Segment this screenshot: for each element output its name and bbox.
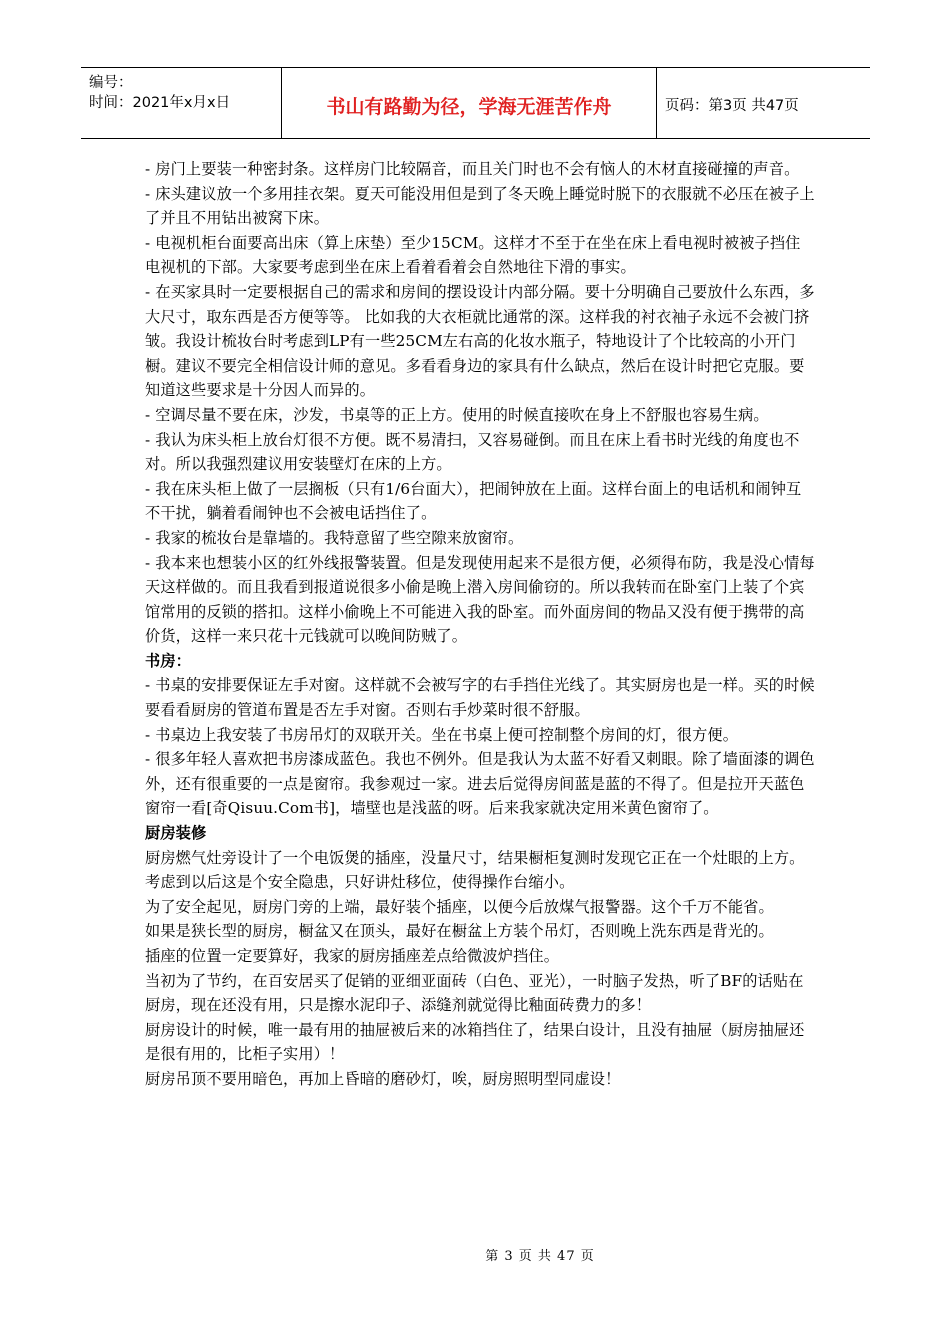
header-table [81,67,870,139]
paragraph: - 很多年轻人喜欢把书房漆成蓝色。我也不例外。但是我认为太蓝不好看又刺眼。除了墙面漆的调色外，还有很重要的一点是窗帘。我参观过一家。进去后觉得房间蓝是蓝的不得了。但是拉开天蓝色窗帘一看[奇Qisuu.Com书]，墙壁也是浅蓝的呀。后来我家就决定用米黄色窗帘了。 [145,750,815,818]
paragraph: 为了安全起见，厨房门旁的上端，最好装个插座，以便今后放煤气报警器。这个千万不能省。 [145,897,774,916]
paragraph: - 我认为床头柜上放台灯很不方便。既不易清扫，又容易碰倒。而且在床上看书时光线的角度也不对。所以我强烈建议用安装壁灯在床的上方。 [145,430,800,474]
date-label: 时间：2021年x月x日 [89,95,231,111]
paragraph: - 在买家具时一定要根据自己的需求和房间的摆设设计内部分隔。要十分明确自己要放什么东西，多大尺寸，取东西是否方便等等。 比如我的大衣柜就比通常的深。这样我的衬衣袖子永远不会被门挤皱。我设计梳妆台时考虑到LP有一些25CM左右高的化妆水瓶子，特地设计了个比较高的小开门橱。建议不要完全相信设计师的意见。多看看身边的家具有什么缺点，然后在设计时把它克服。要知道这些要求是十分因人而异的。 [145,282,815,400]
study-section [145,673,815,821]
study-heading: 书房： [145,651,192,670]
paragraph: - 床头建议放一个多用挂衣架。夏天可能没用但是到了冬天晚上睡觉时脱下的衣服就不必压在被子上了并且不用钻出被窝下床。 [145,184,815,228]
kitchen-section [145,846,815,1092]
code-label: 编号： [89,75,133,91]
paragraph: 厨房设计的时候，唯一最有用的抽屉被后来的冰箱挡住了，结果白设计，且没有抽屉（厨房抽屉还是很有用的，比柜子实用）！ [145,1020,805,1064]
paragraph: - 书桌的安排要保证左手对窗。这样就不会被写字的右手挡住光线了。其实厨房也是一样。买的时候要看看厨房的管道布置是否左手对窗。否则右手炒菜时很不舒服。 [145,676,815,720]
paragraph: 厨房吊顶不要用暗色，再加上昏暗的磨砂灯，唉，厨房照明型同虚设！ [145,1069,621,1088]
paragraph: - 我家的梳妆台是靠墙的。我特意留了些空隙来放窗帘。 [145,528,524,547]
paragraph: 插座的位置一定要算好，我家的厨房插座差点给微波炉挡住。 [145,947,560,965]
page-info-cell [657,68,870,138]
document-body [145,157,815,1092]
page-footer [0,1245,950,1264]
page-info-text: 页码：第3页 共47页 [665,97,799,114]
paragraph: 厨房燃气灶旁设计了一个电饭煲的插座，没量尺寸，结果橱柜复测时发现它正在一个灶眼的上方。考虑到以后这是个安全隐患，只好讲灶移位，使得操作台缩小。 [145,848,805,892]
paragraph: - 我本来也想装小区的红外线报警装置。但是发现使用起来不是很方便，必须得布防，我是没心情每天这样做的。而且我看到报道说很多小偷是晚上潜入房间偷窃的。所以我转而在卧室门上装了个宾馆常用的反锁的搭扣。这样小偷晚上不可能进入我的卧室。而外面房间的物品又没有便于携带的高价货，这样一来只花十元钱就可以晚间防贼了。 [145,553,815,646]
kitchen-heading: 厨房装修 [145,824,207,843]
paragraph: - 我在床头柜上做了一层搁板（只有1/6台面大），把闹钟放在上面。这样台面上的电话机和闹钟互不干扰，躺着看闹钟也不会被电话挡住了。 [145,479,802,523]
motto-text: 书山有路勤为径，学海无涯苦作舟 [326,95,612,118]
paragraph: 如果是狭长型的厨房，橱盆又在顶头，最好在橱盆上方装个吊灯，否则晚上洗东西是背光的。 [145,922,774,941]
paragraph: - 书桌边上我安装了书房吊灯的双联开关。坐在书桌上便可控制整个房间的灯，很方便。 [145,725,739,744]
motto-cell [282,68,657,138]
bedroom-section [145,157,815,649]
header-meta-cell [81,68,282,138]
footer-page-number: 第 3 页 共 47 页 [485,1249,595,1264]
paragraph: - 空调尽量不要在床，沙发，书桌等的正上方。使用的时候直接吹在身上不舒服也容易生病。 [145,405,769,424]
paragraph: - 电视机柜台面要高出床（算上床垫）至少15CM。这样才不至于在坐在床上看电视时被被子挡住电视机的下部。大家要考虑到坐在床上看着看着会自然地往下滑的事实。 [145,233,801,277]
paragraph: - 房门上要装一种密封条。这样房门比较隔音，而且关门时也不会有恼人的木材直接碰撞的声音。 [145,160,800,178]
paragraph: 当初为了节约，在百安居买了促销的亚细亚面砖（白色、亚光），一时脑子发热，听了BF的话贴在厨房，现在还没有用，只是擦水泥印子、添缝剂就觉得比釉面砖费力的多！ [145,971,804,1015]
